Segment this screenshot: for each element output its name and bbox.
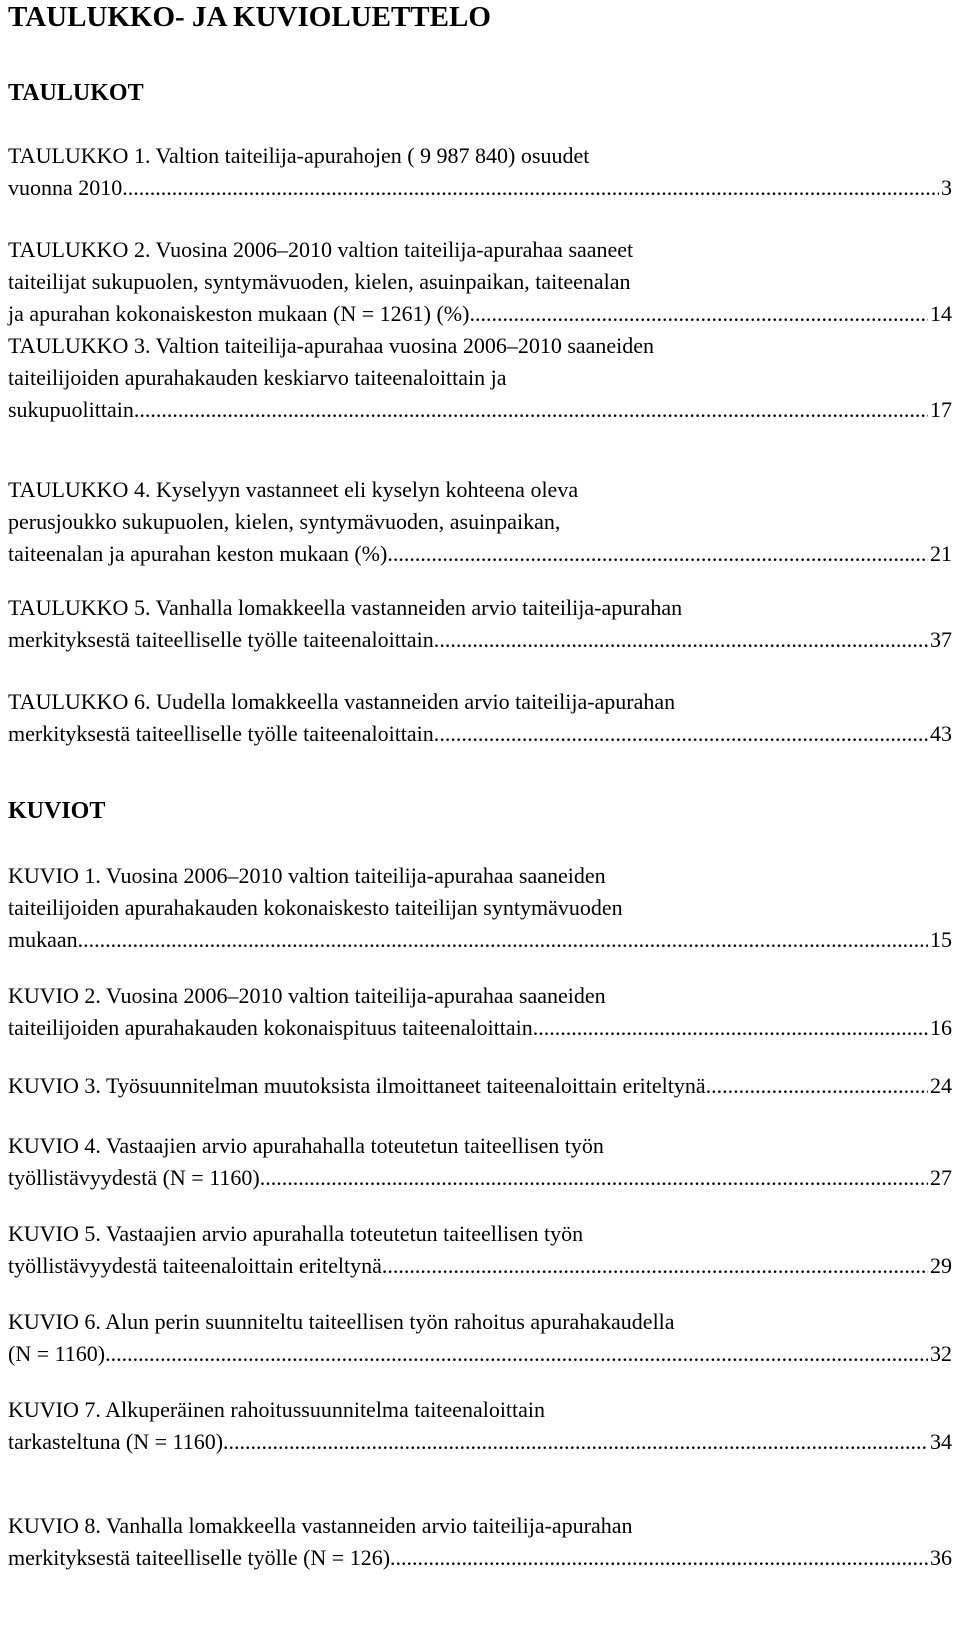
page-number: 37 — [930, 627, 952, 652]
page-number: 29 — [930, 1253, 952, 1278]
toc-entry-line — [8, 266, 952, 298]
dot-leader — [387, 1250, 928, 1282]
page-number: 16 — [930, 1015, 952, 1040]
toc-entry[interactable] — [8, 1394, 952, 1458]
dot-leader — [439, 624, 928, 656]
toc-entry-line — [8, 1394, 952, 1426]
toc-entry[interactable] — [8, 1218, 952, 1282]
dot-leader — [475, 298, 928, 330]
toc-entry-text: KUVIO 7. Alkuperäinen rahoitussuunnitelma taiteenaloittain — [8, 1397, 546, 1422]
toc-entry-line — [8, 172, 952, 204]
toc-entry-text: merkityksestä taiteelliselle työlle (N = 126). — [8, 1545, 396, 1570]
toc-entry[interactable] — [8, 330, 952, 426]
dot-leader — [83, 924, 928, 956]
page-number: 32 — [930, 1341, 952, 1366]
toc-entry-text: mukaan. — [8, 927, 84, 952]
toc-entry-line — [8, 1218, 952, 1250]
page-number: 21 — [930, 541, 952, 566]
toc-entry-line — [8, 1338, 952, 1370]
toc-entry-text: TAULUKKO 1. Valtion taiteilija-apurahojen ( 9 987 840) osuudet — [8, 143, 590, 168]
toc-entry[interactable] — [8, 234, 952, 330]
toc-entry-line — [8, 1250, 952, 1282]
toc-entry[interactable] — [8, 1070, 952, 1102]
dot-leader — [128, 172, 939, 204]
toc-entry[interactable] — [8, 686, 952, 750]
toc-entry-line — [8, 506, 952, 538]
toc-entry-text: merkityksestä taiteelliselle työlle taiteenaloittain. — [8, 721, 440, 746]
toc-entry-line — [8, 592, 952, 624]
toc-entry-line — [8, 538, 952, 570]
page-number: 15 — [930, 927, 952, 952]
section-heading: KUVIOT — [8, 798, 106, 824]
page-number: 34 — [930, 1429, 952, 1454]
toc-entry-line — [8, 298, 952, 330]
page-number: 36 — [930, 1545, 952, 1570]
toc-entry-line — [8, 474, 952, 506]
toc-entry-text: tarkasteltuna (N = 1160). — [8, 1429, 229, 1454]
toc-entry[interactable] — [8, 1306, 952, 1370]
document-page — [8, 0, 952, 1570]
toc-entry-text: vuonna 2010. — [8, 175, 128, 200]
toc-entry-text: TAULUKKO 4. Kyselyyn vastanneet eli kyselyn kohteena oleva — [8, 477, 579, 502]
page-number: 27 — [930, 1165, 952, 1190]
toc-entry-line — [8, 1510, 952, 1542]
toc-entry[interactable] — [8, 1130, 952, 1194]
toc-entry-text: taiteilijoiden apurahakauden kokonaispituus taiteenaloittain. — [8, 1015, 539, 1040]
toc-entry[interactable] — [8, 592, 952, 656]
dot-leader — [439, 718, 928, 750]
toc-entry-line — [8, 980, 952, 1012]
dot-leader — [538, 1012, 928, 1044]
toc-entry-text: taiteilijoiden apurahakauden keskiarvo taiteenaloittain ja — [8, 365, 507, 390]
dot-leader — [396, 1542, 928, 1574]
section-heading: TAULUKOT — [8, 80, 144, 106]
toc-entry-line — [8, 1070, 952, 1102]
toc-entry-line — [8, 1162, 952, 1194]
toc-entry-text: KUVIO 3. Työsuunnitelman muutoksista ilmoittaneet taiteenaloittain eriteltynä. — [8, 1073, 712, 1098]
toc-entry-text: (N = 1160). — [8, 1341, 111, 1366]
toc-entry-text: TAULUKKO 2. Vuosina 2006–2010 valtion taiteilija-apurahaa saaneet — [8, 237, 634, 262]
toc-entry-text: perusjoukko sukupuolen, kielen, syntymävuoden, asuinpaikan, — [8, 509, 561, 534]
toc-entry-text: työllistävyydestä taiteenaloittain eriteltynä. — [8, 1253, 388, 1278]
toc-entry-text: taiteenalan ja apurahan keston mukaan (%). — [8, 541, 393, 566]
toc-entry-line — [8, 330, 952, 362]
toc-entry[interactable] — [8, 140, 952, 204]
toc-entry-line — [8, 860, 952, 892]
toc-entry-text: TAULUKKO 5. Vanhalla lomakkeella vastanneiden arvio taiteilija-apurahan — [8, 595, 683, 620]
toc-entry-text: KUVIO 2. Vuosina 2006–2010 valtion taiteilija-apurahaa saaneiden — [8, 983, 606, 1008]
toc-entry-line — [8, 1426, 952, 1458]
page-number: 14 — [930, 301, 952, 326]
toc-entry[interactable] — [8, 980, 952, 1044]
toc-entry-text: KUVIO 1. Vuosina 2006–2010 valtion taiteilija-apurahaa saaneiden — [8, 863, 606, 888]
toc-entry-line — [8, 686, 952, 718]
toc-entry-text: KUVIO 6. Alun perin suunniteltu taiteellisen työn rahoitus apurahakaudella — [8, 1309, 675, 1334]
document-title: TAULUKKO- JA KUVIOLUETTELO — [8, 1, 491, 33]
page-number: 17 — [930, 397, 952, 422]
toc-entry-text: TAULUKKO 3. Valtion taiteilija-apurahaa vuosina 2006–2010 saaneiden — [8, 333, 655, 358]
toc-entry-line — [8, 718, 952, 750]
toc-entry-line — [8, 892, 952, 924]
dot-leader — [229, 1426, 928, 1458]
toc-entry-line — [8, 1130, 952, 1162]
toc-entry[interactable] — [8, 860, 952, 956]
toc-entry-text: KUVIO 4. Vastaajien arvio apurahahalla toteutetun taiteellisen työn — [8, 1133, 604, 1158]
toc-entry-line — [8, 140, 952, 172]
toc-entry-line — [8, 362, 952, 394]
toc-entry-line — [8, 394, 952, 426]
dot-leader — [711, 1070, 928, 1102]
dot-leader — [393, 538, 928, 570]
toc-entry-line — [8, 924, 952, 956]
toc-entry-text: merkityksestä taiteelliselle työlle taiteenaloittain. — [8, 627, 440, 652]
toc-entry-text: TAULUKKO 6. Uudella lomakkeella vastanneiden arvio taiteilija-apurahan — [8, 689, 676, 714]
toc-entry[interactable] — [8, 1510, 952, 1574]
dot-leader — [139, 394, 928, 426]
dot-leader — [265, 1162, 928, 1194]
toc-entry-text: sukupuolittain. — [8, 397, 140, 422]
toc-entry-line — [8, 1542, 952, 1574]
dot-leader — [111, 1338, 928, 1370]
toc-entry-line — [8, 624, 952, 656]
toc-entry-line — [8, 1306, 952, 1338]
page-number: 24 — [930, 1073, 952, 1098]
toc-entry-text: KUVIO 5. Vastaajien arvio apurahalla toteutetun taiteellisen työn — [8, 1221, 584, 1246]
toc-entry-text: KUVIO 8. Vanhalla lomakkeella vastanneiden arvio taiteilija-apurahan — [8, 1513, 633, 1538]
page-number: 3 — [941, 175, 952, 200]
toc-entry-line — [8, 234, 952, 266]
toc-entry-text: ja apurahan kokonaiskeston mukaan (N = 1261) (%). — [8, 301, 475, 326]
page-number: 43 — [930, 721, 952, 746]
toc-entry-text: työllistävyydestä (N = 1160). — [8, 1165, 266, 1190]
toc-entry-text: taiteilijoiden apurahakauden kokonaiskesto taiteilijan syntymävuoden — [8, 895, 623, 920]
toc-entry-text: taiteilijat sukupuolen, syntymävuoden, kielen, asuinpaikan, taiteenalan — [8, 269, 631, 294]
toc-entry-line — [8, 1012, 952, 1044]
toc-entry[interactable] — [8, 474, 952, 570]
